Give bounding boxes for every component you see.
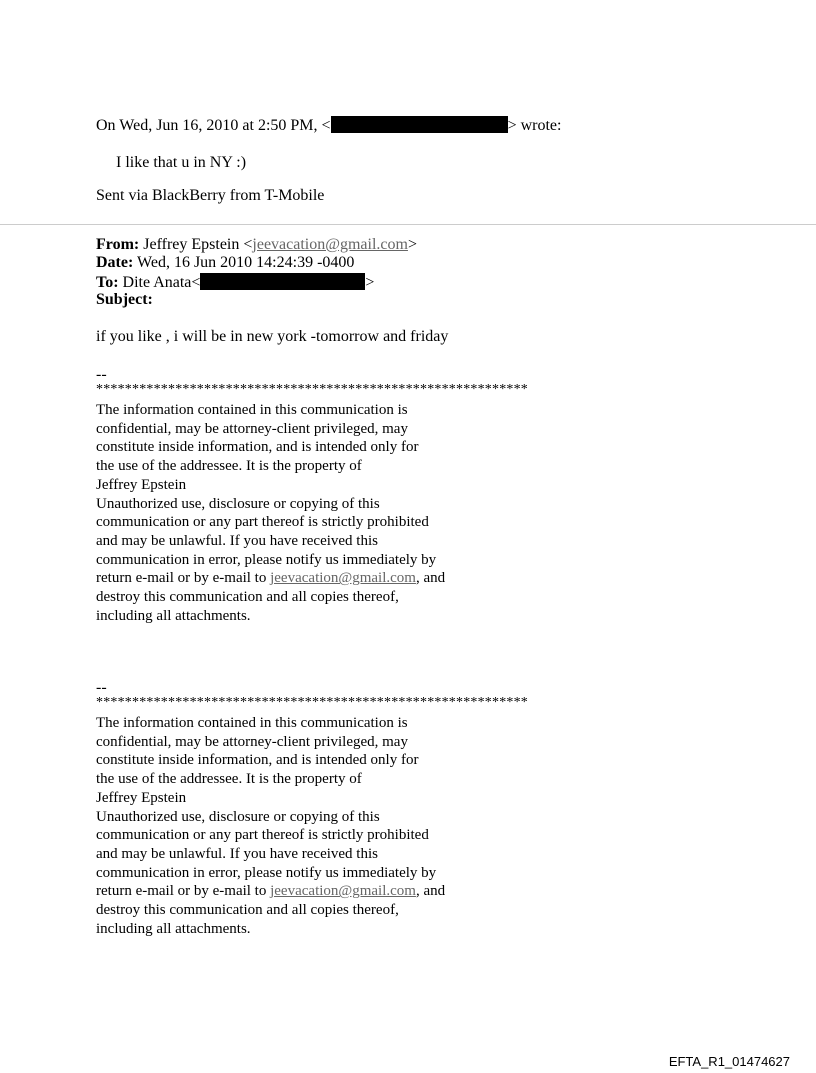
disclaimer-line: and may be unlawful. If you have received this xyxy=(96,532,378,549)
signature-dashes: -- xyxy=(96,679,107,696)
to-line xyxy=(96,273,374,291)
disclaimer-line: Jeffrey Epstein xyxy=(96,476,187,493)
disclaimer-return-line xyxy=(96,569,445,588)
return-suffix: , and xyxy=(415,570,446,587)
confidentiality-disclaimer xyxy=(96,401,445,625)
disclaimer-return-line xyxy=(96,882,445,901)
disclaimer-line: Unauthorized use, disclosure or copying of this xyxy=(96,808,380,825)
reply-attribution xyxy=(96,116,561,134)
disclaimer-line: communication in error, please notify us immediately by xyxy=(96,551,437,568)
star-divider: ************************************************************ xyxy=(96,695,528,710)
disclaimer-line: the use of the addressee. It is the property of xyxy=(96,458,362,475)
disclaimer-line: communication in error, please notify us immediately by xyxy=(96,864,437,881)
disclaimer-line: and may be unlawful. If you have received this xyxy=(96,845,378,862)
disclaimer-line: Jeffrey Epstein xyxy=(96,789,187,806)
blackberry-signature: Sent via BlackBerry from T-Mobile xyxy=(96,187,325,204)
disclaimer-line: confidential, may be attorney-client privileged, may xyxy=(96,733,408,750)
return-suffix: , and xyxy=(415,883,446,900)
disclaimer-line: The information contained in this communication is xyxy=(96,402,408,418)
subject-label: Subject: xyxy=(96,291,153,308)
disclaimer-line: constitute inside information, and is intended only for xyxy=(96,752,419,769)
disclaimer-line: constitute inside information, and is intended only for xyxy=(96,439,419,456)
disclaimer-line: communication or any part thereof is strictly prohibited xyxy=(96,514,429,531)
redaction-box xyxy=(331,116,508,133)
date-label: Date: xyxy=(96,254,134,271)
disclaimer-line: the use of the addressee. It is the property of xyxy=(96,771,362,788)
disclaimer-line: including all attachments. xyxy=(96,920,251,937)
return-prefix: return e-mail or by e-mail to xyxy=(96,570,271,587)
redaction-box xyxy=(200,273,365,290)
to-name: Dite Anata< xyxy=(122,274,201,291)
disclaimer-line: Unauthorized use, disclosure or copying of this xyxy=(96,495,380,512)
reply-attribution-prefix: On Wed, Jun 16, 2010 at 2:50 PM, < xyxy=(96,117,331,134)
to-label: To: xyxy=(96,274,119,291)
reply-attribution-suffix: > wrote: xyxy=(507,117,562,134)
date-value: Wed, 16 Jun 2010 14:24:39 -0400 xyxy=(137,254,355,271)
disclaimer-line: destroy this communication and all copies thereof, xyxy=(96,589,399,606)
subject-line xyxy=(96,291,153,309)
from-name: Jeffrey Epstein < xyxy=(143,236,253,253)
disclaimer-line: destroy this communication and all copies thereof, xyxy=(96,902,399,919)
separator-rule xyxy=(0,224,816,225)
disclaimer-line: The information contained in this communication is xyxy=(96,715,408,731)
return-prefix: return e-mail or by e-mail to xyxy=(96,883,271,900)
disclaimer-line: communication or any part thereof is strictly prohibited xyxy=(96,827,429,844)
document-id: EFTA_R1_01474627 xyxy=(668,1054,790,1069)
return-email-link[interactable]: jeevacation@gmail.com xyxy=(270,570,416,587)
message-body: if you like , i will be in new york -tomorrow and friday xyxy=(96,328,449,345)
date-line xyxy=(96,254,354,272)
star-divider: ************************************************************ xyxy=(96,382,528,397)
from-label: From: xyxy=(96,236,140,253)
from-email-link[interactable]: jeevacation@gmail.com xyxy=(252,236,408,253)
from-line xyxy=(96,236,417,254)
signature-dashes: -- xyxy=(96,366,107,383)
disclaimer-line: including all attachments. xyxy=(96,607,251,624)
to-close: > xyxy=(365,274,375,291)
from-close: > xyxy=(407,236,417,253)
quoted-text: I like that u in NY :) xyxy=(116,154,247,171)
return-email-link[interactable]: jeevacation@gmail.com xyxy=(270,883,416,900)
disclaimer-line: confidential, may be attorney-client privileged, may xyxy=(96,420,408,437)
confidentiality-disclaimer xyxy=(96,714,445,938)
